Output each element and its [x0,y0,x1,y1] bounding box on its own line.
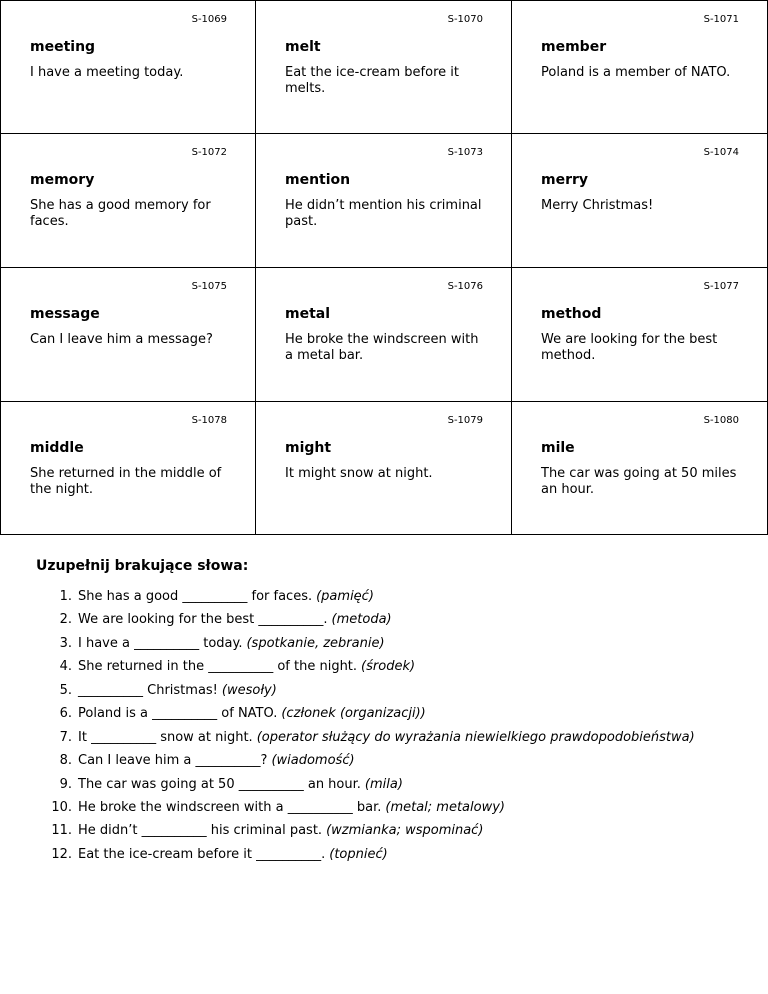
card-code: S-1079 [447,415,483,426]
exercise-item [40,612,760,635]
flashcard [256,268,512,402]
exercise-item-number: 6. [59,706,72,722]
exercise-item-text: Eat the ice-cream before it __________. [78,846,326,862]
flashcard [0,0,256,134]
exercise-item-hint: (mila) [364,776,403,792]
exercise-item [40,636,760,659]
card-sentence: He didn’t mention his criminal past. [285,198,482,229]
exercise-item-hint: (topnieć) [329,846,388,862]
flashcard [0,134,256,268]
card-word: message [30,306,100,322]
card-sentence: It might snow at night. [285,466,433,481]
card-code: S-1074 [703,147,739,158]
exercise-item [40,659,760,682]
exercise-item-text: She has a good __________ for faces. [78,589,313,604]
card-word: metal [285,306,331,322]
exercise-item [40,706,760,729]
exercise-item-hint: (członek (organizacji)) [281,706,426,722]
card-code: S-1076 [447,281,483,292]
card-code: S-1075 [191,281,227,292]
card-word: mile [541,440,575,456]
flashcard [256,134,512,268]
exercise-item [40,589,760,612]
exercise-item-text: We are looking for the best __________. [78,612,328,628]
exercise-item-hint: (wzmianka; wspominać) [326,823,484,839]
exercise-item-number: 8. [59,753,72,769]
card-code: S-1073 [447,147,483,158]
card-word: melt [285,39,321,55]
exercise-list [40,589,760,870]
exercise-item-text: She returned in the __________ of the night. [78,659,358,675]
exercise-item [40,777,760,800]
card-code: S-1069 [191,14,227,25]
card-sentence: Poland is a member of NATO. [541,65,731,80]
card-code: S-1071 [703,14,739,25]
card-sentence: Eat the ice-cream before it melts. [285,65,459,96]
exercise-item-number: 4. [59,659,72,675]
exercise-item-hint: (metal; metalowy) [385,799,505,815]
flashcard [512,402,768,535]
card-word: method [541,306,602,322]
exercise-item-number: 2. [59,612,72,628]
card-sentence: She returned in the middle of the night. [30,466,222,497]
exercise-item-hint: (pamięć) [316,589,374,604]
exercise-item [40,823,760,846]
exercise-item-number: 7. [59,729,72,745]
card-code: S-1070 [447,14,483,25]
flashcard [256,402,512,535]
exercise-item-number: 1. [59,589,72,604]
exercise-item-hint: (środek) [361,659,416,675]
card-sentence: Merry Christmas! [541,198,654,213]
exercise-item-hint: (metoda) [331,612,392,628]
exercise-item-text: He didn’t __________ his criminal past. [78,823,323,839]
card-sentence: He broke the windscreen with a metal bar. [285,332,479,363]
exercise-item-text: I have a __________ today. [78,635,243,651]
exercise-title: Uzupełnij brakujące słowa: [36,558,249,574]
flashcard [0,268,256,402]
exercise-item-hint: (wiadomość) [271,753,355,769]
exercise-item-number: 3. [59,635,72,651]
flashcard [512,268,768,402]
exercise-item-hint: (operator służący do wyrażania niewielkiego prawdopodobieństwa) [256,729,695,745]
exercise-item-text: He broke the windscreen with a __________ bar. [78,799,382,815]
card-word: meeting [30,39,96,55]
exercise-item [40,800,760,823]
card-code: S-1072 [191,147,227,158]
card-code: S-1080 [703,415,739,426]
exercise-item-text: Can I leave him a __________? [78,753,268,769]
exercise-item-text: It __________ snow at night. [78,729,253,745]
card-code: S-1077 [703,281,739,292]
exercise-item-number: 12. [51,846,72,862]
card-sentence: The car was going at 50 miles an hour. [541,466,737,497]
card-word: middle [30,440,84,456]
card-sentence: We are looking for the best method. [541,332,718,363]
card-sentence: Can I leave him a message? [30,332,213,347]
card-code: S-1078 [191,415,227,426]
exercise-item-number: 11. [51,823,72,839]
exercise-item-text: Poland is a __________ of NATO. [78,706,278,722]
exercise-item [40,730,760,753]
exercise-item [40,753,760,776]
card-word: might [285,440,332,456]
exercise-item-text: The car was going at 50 __________ an hour. [78,776,361,792]
exercise-item-number: 5. [59,682,72,698]
exercise-item-number: 10. [51,799,72,815]
exercise-item [40,847,760,870]
exercise-item-number: 9. [59,776,72,792]
flashcard [512,0,768,134]
exercise-item-text: __________ Christmas! [78,682,218,698]
flashcard [512,134,768,268]
card-word: merry [541,172,589,188]
card-word: member [541,39,607,55]
exercise-item-hint: (spotkanie, zebranie) [246,635,385,651]
flashcard [256,0,512,134]
exercise-item [40,683,760,706]
card-sentence: She has a good memory for faces. [30,198,211,229]
card-word: mention [285,172,351,188]
exercise-item-hint: (wesoły) [221,682,277,698]
card-sentence: I have a meeting today. [30,65,184,80]
card-word: memory [30,172,95,188]
flashcard [0,402,256,535]
